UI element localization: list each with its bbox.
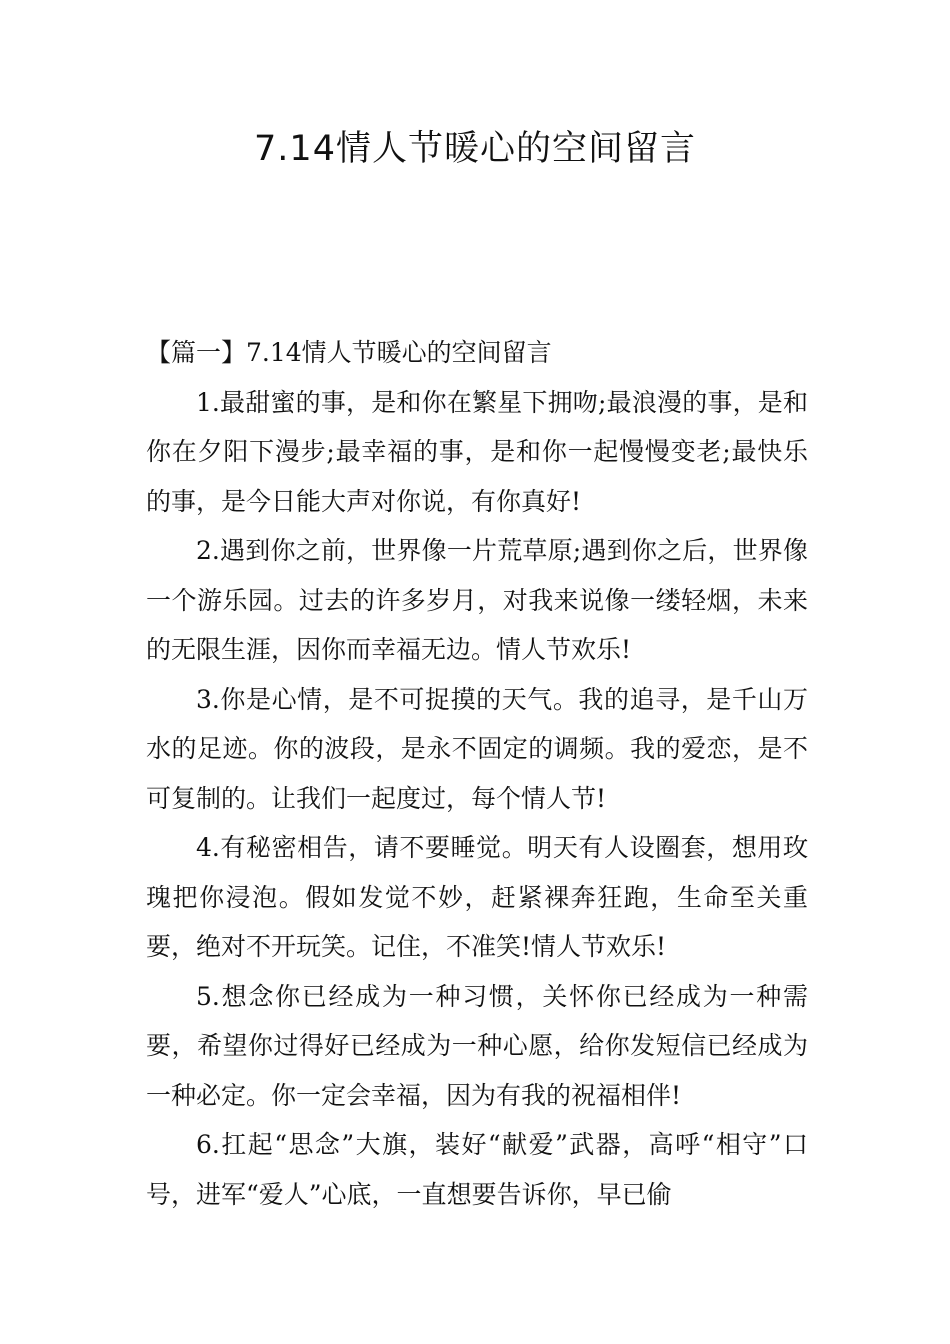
section-heading: 【篇一】7.14情人节暖心的空间留言	[146, 338, 552, 367]
document-body	[146, 328, 808, 1219]
paragraph-4: 4.有秘密相告，请不要睡觉。明天有人设圈套，想用玫瑰把你浸泡。假如发觉不妙，赶紧裸奔狂跑，生命至关重要，绝对不开玩笑。记住，不准笑!情人节欢乐!	[146, 833, 808, 961]
paragraph-3: 3.你是心情，是不可捉摸的天气。我的追寻，是千山万水的足迹。你的波段，是永不固定的调频。我的爱恋，是不可复制的。让我们一起度过，每个情人节!	[146, 684, 808, 813]
document-title: 7.14情人节暖心的空间留言	[254, 129, 696, 169]
paragraph-1: 1.最甜蜜的事，是和你在繁星下拥吻;最浪漫的事，是和你在夕阳下漫步;最幸福的事，是和你一起慢慢变老;最快乐的事，是今日能大声对你说，有你真好!	[146, 387, 808, 516]
paragraph-6: 6.扛起“思念”大旗，装好“献爱”武器，高呼“相守”口号，进军“爱人”心底，一直想要告诉你，早已偷	[146, 1130, 808, 1209]
paragraph-2: 2.遇到你之前，世界像一片荒草原;遇到你之后，世界像一个游乐园。过去的许多岁月，对我来说像一缕轻烟，未来的无限生涯，因你而幸福无边。情人节欢乐!	[146, 536, 808, 664]
paragraph-5: 5.想念你已经成为一种习惯，关怀你已经成为一种需要，希望你过得好已经成为一种心愿，给你发短信已经成为一种必定。你一定会幸福，因为有我的祝福相伴!	[146, 981, 808, 1110]
